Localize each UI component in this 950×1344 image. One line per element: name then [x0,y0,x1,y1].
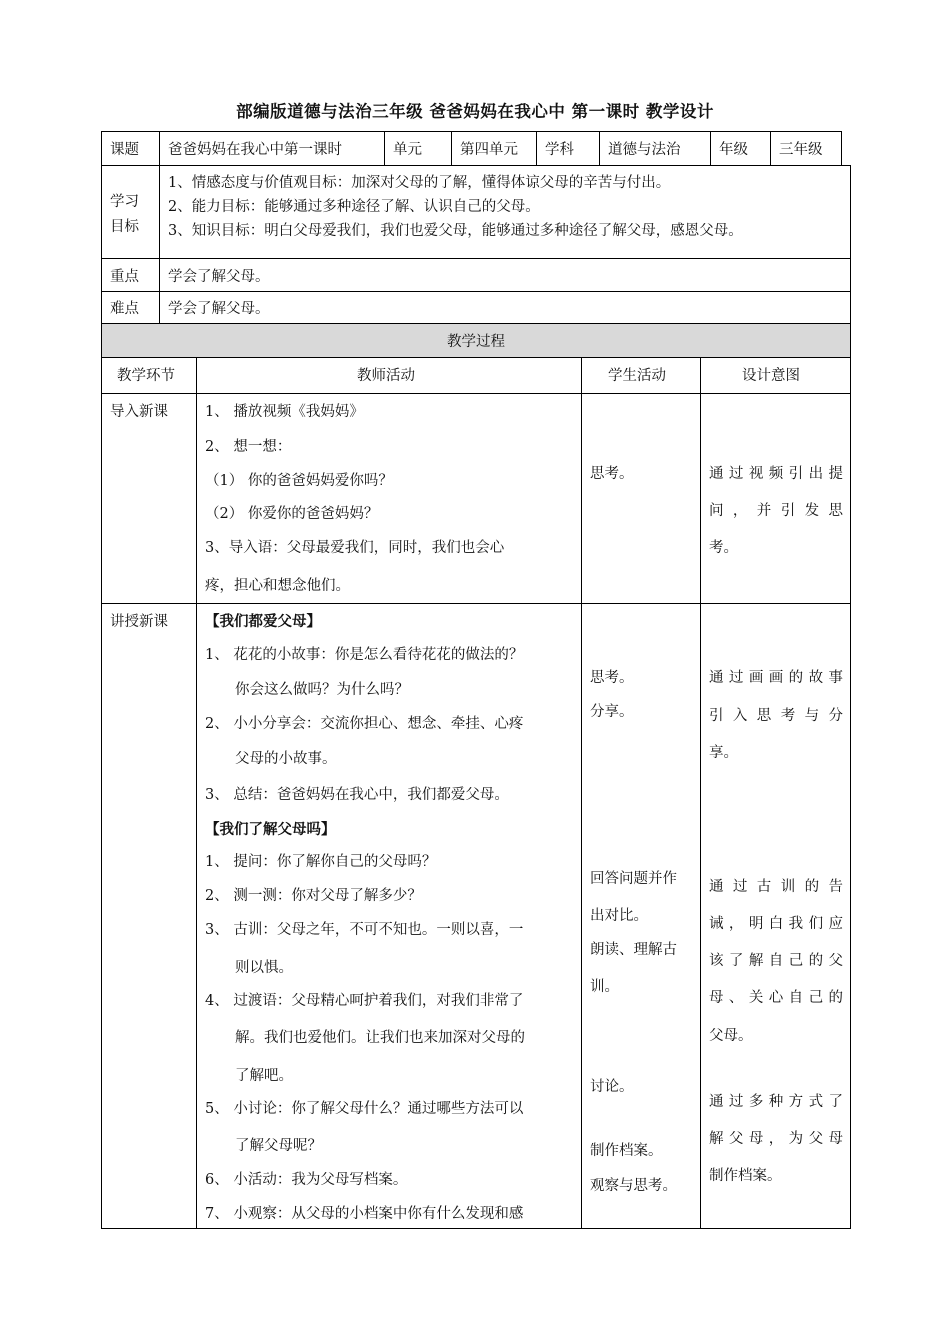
lecture-student-line: 制作档案。 [590,1143,663,1159]
intro-intent-line: 问，并引发思 [709,503,843,519]
label-unit: 单元 [393,142,422,158]
section1-title: 【我们都爱父母】 [205,613,321,630]
header-intent: 设计意图 [742,368,800,384]
intro-teacher-line: 2、 想一想： [205,439,292,455]
label-subject: 学科 [545,142,574,158]
goal-item-1: 1、情感态度与价值观目标：加深对父母的了解，懂得体谅父母的辛苦与付出。 [168,175,671,191]
label-grade: 年级 [719,142,748,158]
section1-line: 父母的小故事。 [235,751,337,767]
intro-teacher-line: （1） 你的爸爸妈妈爱你吗？ [205,473,393,489]
lecture-intent-line: 解父母，为父母 [709,1131,843,1147]
section2-line: 4、 过渡语：父母精心呵护着我们，对我们非常了 [205,993,524,1009]
lecture-intent-line: 通过多种方式了 [709,1094,843,1110]
section1-line: 3、 总结：爸爸妈妈在我心中，我们都爱父母。 [205,787,509,803]
goals-label-line2: 目标 [110,219,139,235]
label-topic: 课题 [110,142,139,158]
subject-value: 道德与法治 [608,142,681,158]
lecture-student-line: 思考。 [590,670,634,686]
intro-intent-line: 通过视频引出提 [709,466,843,482]
intro-teacher-line: 疼，担心和想念他们。 [205,578,350,594]
header-stage: 教学环节 [117,368,175,384]
section2-line: 7、 小观察：从父母的小档案中你有什么发现和感 [205,1206,524,1222]
lecture-student-line: 朗读、理解古 [590,942,677,958]
lecture-intent-line: 制作档案。 [709,1168,782,1184]
key-point-text: 学会了解父母。 [168,269,270,285]
section2-line: 6、 小活动：我为父母写档案。 [205,1172,408,1188]
lecture-student-line: 出对比。 [590,908,648,924]
lecture-student-line: 观察与思考。 [590,1178,677,1194]
intro-intent-line: 考。 [709,540,738,556]
intro-teacher-line: 3、导入语：父母最爱我们，同时，我们也会心 [205,540,505,556]
section2-line: 2、 测一测：你对父母了解多少？ [205,888,422,904]
lecture-student-line: 回答问题并作 [590,871,677,887]
info-row [101,131,842,166]
intro-teacher-line: 1、 播放视频《我妈妈》 [205,404,364,420]
unit-value: 第四单元 [460,142,518,158]
lecture-intent-line: 该了解自己的父 [709,953,843,969]
lecture-intent-line: 享。 [709,745,738,761]
section1-line: 1、 花花的小故事：你是怎么看待花花的做法的？ [205,647,524,663]
process-table [101,323,851,1229]
lecture-intent-line: 通过古训的告 [709,879,843,895]
lecture-intent-line: 引入思考与分 [709,708,843,724]
goals-label-line1: 学习 [110,194,139,210]
intro-student-line: 思考。 [590,466,634,482]
section2-line: 了解父母呢？ [235,1138,322,1154]
section2-line: 则以惧。 [235,960,293,976]
header-student: 学生活动 [608,368,666,384]
difficulty-label: 难点 [110,301,139,317]
section2-title: 【我们了解父母吗】 [205,821,336,838]
lecture-intent-line: 诫，明白我们应 [709,916,843,932]
lecture-student-line: 训。 [590,979,619,995]
section2-line: 解。我们也爱他们。让我们也来加深对父母的 [235,1030,525,1046]
lecture-student-line: 分享。 [590,704,634,720]
lecture-student-line: 讨论。 [590,1079,634,1095]
section2-line: 5、 小讨论：你了解父母什么？通过哪些方法可以 [205,1101,524,1117]
section1-line: 你会这么做吗？为什么吗？ [235,682,409,698]
document-title: 部编版道德与法治三年级 爸爸妈妈在我心中 第一课时 教学设计 [236,102,714,121]
stage-lecture: 讲授新课 [110,614,168,630]
header-teacher: 教师活动 [357,368,415,384]
process-section-title: 教学过程 [447,334,505,350]
goals-table [101,165,851,324]
section2-line: 1、 提问：你了解你自己的父母吗？ [205,854,437,870]
stage-intro: 导入新课 [110,404,168,420]
goal-item-3: 3、知识目标：明白父母爱我们，我们也爱父母，能够通过多种途径了解父母，感恩父母。 [168,223,743,239]
section2-line: 3、 古训：父母之年，不可不知也。一则以喜，一 [205,922,524,938]
lecture-intent-line: 父母。 [709,1028,753,1044]
intro-teacher-line: （2） 你爱你的爸爸妈妈？ [205,506,379,522]
section2-line: 了解吧。 [235,1068,293,1084]
difficulty-text: 学会了解父母。 [168,301,270,317]
goal-item-2: 2、能力目标：能够通过多种途径了解、认识自己的父母。 [168,199,540,215]
grade-value: 三年级 [779,142,823,158]
key-point-label: 重点 [110,269,139,285]
topic-value: 爸爸妈妈在我心中第一课时 [168,142,342,158]
lecture-intent-line: 通过画画的故事 [709,670,843,686]
section1-line: 2、 小小分享会：交流你担心、想念、牵挂、心疼 [205,716,524,732]
lecture-intent-line: 母、关心自己的 [709,990,843,1006]
